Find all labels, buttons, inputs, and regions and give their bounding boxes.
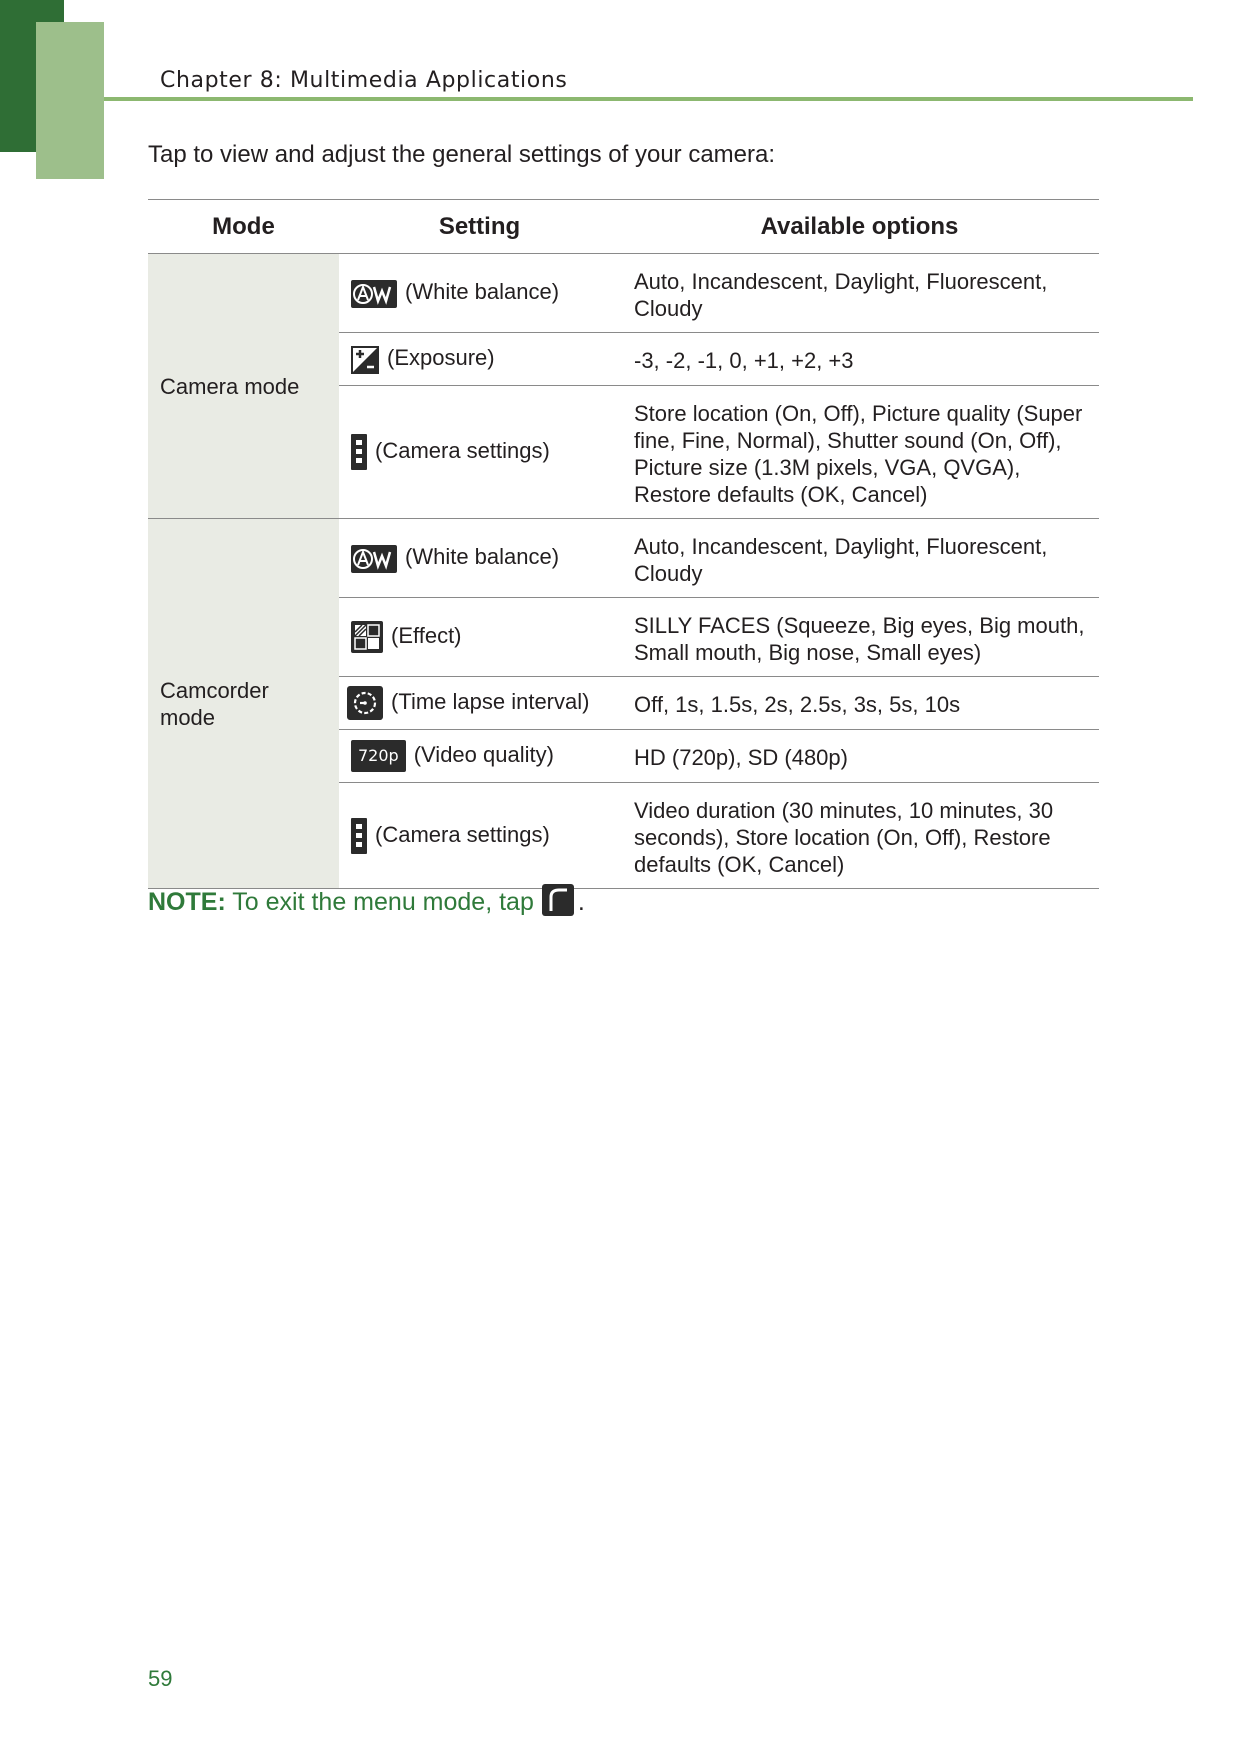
- setting-label: (White balance): [405, 279, 560, 305]
- options-cell: Auto, Incandescent, Daylight, Fluorescent, Cloudy: [620, 254, 1099, 333]
- effect-icon: [351, 621, 383, 653]
- camera-settings-icon: [351, 434, 367, 470]
- settings-table: [148, 199, 1099, 889]
- intro-text: Tap to view and adjust the general settings of your camera:: [148, 141, 776, 168]
- options-cell: SILLY FACES (Squeeze, Big eyes, Big mouth, Small mouth, Big nose, Small eyes): [620, 598, 1099, 677]
- time-lapse-icon: [347, 686, 383, 720]
- white-balance-icon: [351, 545, 397, 573]
- setting-label: (Effect): [391, 622, 462, 648]
- setting-label: (Time lapse interval): [391, 688, 590, 714]
- setting-cell: [339, 677, 620, 730]
- setting-cell: [339, 783, 620, 889]
- video-quality-icon: 720p: [351, 740, 406, 772]
- chapter-title: Chapter 8: Multimedia Applications: [160, 68, 568, 93]
- header-mode: Mode: [148, 200, 339, 254]
- options-cell: Store location (On, Off), Picture quality (Super fine, Fine, Normal), Shutter sound (On, Off), Picture size (1.3M pixels, VGA, QVGA), Restore defaults (OK, Cancel): [620, 386, 1099, 519]
- setting-label: (Exposure): [387, 345, 495, 371]
- table-header-row: [148, 200, 1099, 254]
- options-cell: Auto, Incandescent, Daylight, Fluorescent, Cloudy: [620, 519, 1099, 598]
- note: [148, 884, 585, 923]
- white-balance-icon: [351, 280, 397, 308]
- setting-label: (Camera settings): [375, 437, 550, 463]
- note-text: To exit the menu mode, tap: [232, 888, 534, 917]
- setting-cell: [339, 519, 620, 598]
- corner-decoration-light: [36, 22, 104, 179]
- note-label: NOTE:: [148, 888, 226, 917]
- setting-label: (Video quality): [413, 741, 554, 767]
- exposure-icon: [351, 346, 379, 374]
- mode-cell-camera: Camera mode: [148, 254, 339, 519]
- camera-settings-icon: [351, 818, 367, 854]
- setting-label: (Camera settings): [375, 821, 550, 847]
- header-options: Available options: [620, 200, 1099, 254]
- back-icon: [542, 884, 574, 923]
- chapter-divider: [104, 97, 1193, 101]
- setting-cell: [339, 254, 620, 333]
- options-cell: Off, 1s, 1.5s, 2s, 2.5s, 3s, 5s, 10s: [620, 677, 1099, 730]
- mode-cell-camcorder: Camcorder mode: [148, 519, 339, 889]
- options-cell: -3, -2, -1, 0, +1, +2, +3: [620, 333, 1099, 386]
- note-period: .: [577, 888, 585, 917]
- setting-cell: [339, 730, 620, 783]
- setting-cell: [339, 598, 620, 677]
- setting-cell: [339, 333, 620, 386]
- table-row: [148, 519, 1099, 598]
- setting-cell: [339, 386, 620, 519]
- setting-label: (White balance): [405, 544, 560, 570]
- table-row: [148, 254, 1099, 333]
- page-number: 59: [148, 1666, 173, 1691]
- header-setting: Setting: [339, 200, 620, 254]
- options-cell: HD (720p), SD (480p): [620, 730, 1099, 783]
- options-cell: Video duration (30 minutes, 10 minutes, 30 seconds), Store location (On, Off), Restore defaults (OK, Cancel): [620, 783, 1099, 889]
